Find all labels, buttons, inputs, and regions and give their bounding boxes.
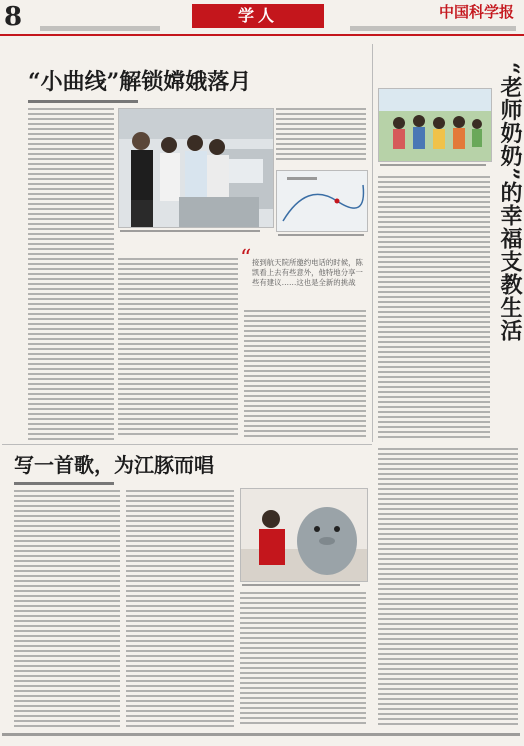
page-header	[0, 0, 524, 36]
lab-scene-illustration	[119, 109, 273, 227]
right-article-photo	[378, 88, 492, 162]
article1-inset-caption	[278, 234, 364, 236]
article2-column-2	[126, 490, 234, 730]
article1-headline: “小曲线”解锁嫦娥落月	[28, 69, 252, 95]
article-divider	[2, 444, 372, 445]
article1-pullquote	[240, 246, 366, 288]
article1-column-4-top	[276, 108, 366, 166]
article2-byline	[14, 482, 114, 485]
right-article-text-upper	[378, 176, 490, 442]
article1-column-1	[28, 108, 114, 442]
header-rule	[0, 34, 524, 36]
finless-porpoise-photo	[241, 489, 367, 581]
right-article-photo-caption	[380, 164, 486, 166]
landing-curve-diagram	[277, 171, 367, 231]
masthead: 中国科学报	[438, 3, 514, 21]
page-footer-line	[2, 733, 520, 736]
right-article-text-lower	[378, 448, 518, 730]
section-banner	[192, 4, 324, 28]
article2-headline: 写一首歌，为江豚而唱	[14, 453, 214, 477]
article2-column-1	[14, 490, 120, 730]
article1-inset-image	[276, 170, 368, 232]
header-info-line	[40, 26, 160, 31]
article1-column-2	[118, 258, 238, 442]
right-column-vertical-headline: “老师奶奶”的幸福支教生活	[497, 62, 523, 343]
article2-photo-caption	[242, 584, 360, 586]
article1-photo	[118, 108, 274, 228]
article1-column-3	[244, 310, 366, 442]
article2-photo	[240, 488, 368, 582]
header-info-line-right	[350, 26, 516, 31]
outdoor-group-photo	[379, 89, 491, 161]
article1-photo-caption	[120, 230, 260, 232]
section-title: 学人	[237, 6, 278, 25]
article1-byline	[28, 100, 138, 103]
page-number: 8	[4, 2, 23, 32]
column-divider	[372, 44, 373, 442]
left-double-quote-icon: “	[240, 246, 252, 271]
article2-column-3	[240, 592, 366, 730]
pullquote-text: 接到航天院所邀约电话的时候，陈凯看上去有些意外，他特地分享一些有建议……这也是全新的挑战	[252, 258, 363, 287]
